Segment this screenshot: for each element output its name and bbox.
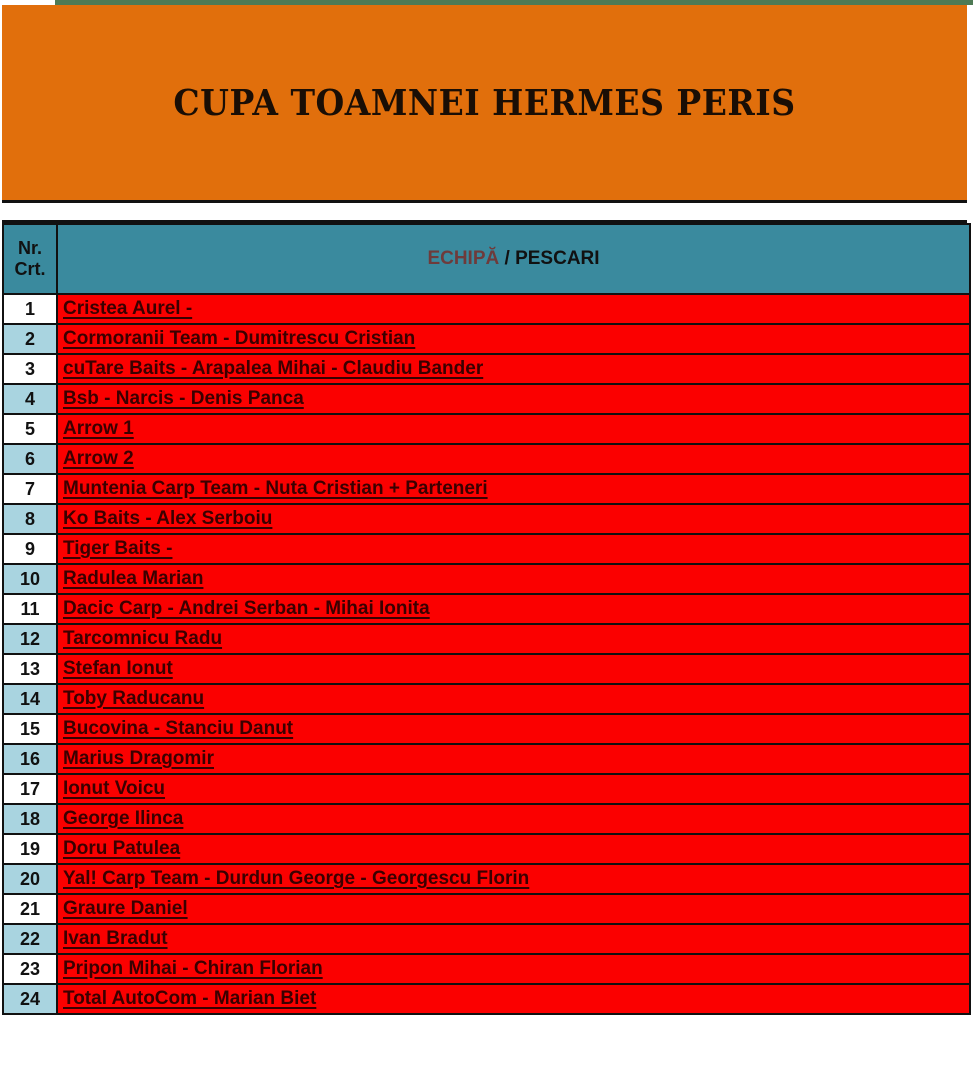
row-number-cell: 8	[3, 504, 57, 534]
title-banner	[2, 5, 967, 203]
row-number-cell: 23	[3, 954, 57, 984]
team-name-cell: Ivan Bradut	[57, 924, 970, 954]
table-row	[3, 384, 970, 414]
table-row	[3, 834, 970, 864]
table-row	[3, 444, 970, 474]
team-name-cell: Arrow 2	[57, 444, 970, 474]
team-name-cell: Stefan Ionut	[57, 654, 970, 684]
team-name-cell: Bsb - Narcis - Denis Panca	[57, 384, 970, 414]
table-row	[3, 864, 970, 894]
team-name-cell: Pripon Mihai - Chiran Florian	[57, 954, 970, 984]
table-row	[3, 984, 970, 1014]
column-header-team	[57, 224, 970, 294]
row-number-cell: 6	[3, 444, 57, 474]
row-number-cell: 15	[3, 714, 57, 744]
team-header-pescari: PESCARI	[515, 248, 600, 269]
team-name-cell: Cristea Aurel -	[57, 294, 970, 324]
team-name-cell: Tarcomnicu Radu	[57, 624, 970, 654]
team-name-cell: Ionut Voicu	[57, 774, 970, 804]
team-header-echipa: ECHIPĂ	[427, 248, 500, 269]
table-row	[3, 744, 970, 774]
spacer-row	[2, 206, 967, 223]
table-row	[3, 354, 970, 384]
row-number-cell: 12	[3, 624, 57, 654]
team-name-cell: Toby Raducanu	[57, 684, 970, 714]
table-row	[3, 624, 970, 654]
nr-header-line1: Nr.	[17, 238, 42, 258]
team-name-cell: Doru Patulea	[57, 834, 970, 864]
team-name-cell: Tiger Baits -	[57, 534, 970, 564]
table-row	[3, 714, 970, 744]
row-number-cell: 14	[3, 684, 57, 714]
page-title: CUPA TOAMNEI HERMES PERIS	[173, 81, 796, 124]
team-name-cell: Bucovina - Stanciu Danut	[57, 714, 970, 744]
table-row	[3, 474, 970, 504]
table-row	[3, 894, 970, 924]
table-row	[3, 774, 970, 804]
team-name-cell: George Ilinca	[57, 804, 970, 834]
row-number-cell: 10	[3, 564, 57, 594]
table-body	[3, 294, 970, 1014]
team-name-cell: Radulea Marian	[57, 564, 970, 594]
nr-header-line2: Crt.	[14, 259, 46, 279]
row-number-cell: 9	[3, 534, 57, 564]
row-number-cell: 3	[3, 354, 57, 384]
column-header-nr	[3, 224, 57, 294]
team-name-cell: Arrow 1	[57, 414, 970, 444]
table-row	[3, 804, 970, 834]
row-number-cell: 2	[3, 324, 57, 354]
row-number-cell: 4	[3, 384, 57, 414]
team-name-cell: Muntenia Carp Team - Nuta Cristian + Parteneri	[57, 474, 970, 504]
teams-table	[2, 223, 971, 1015]
team-name-cell: Cormoranii Team - Dumitrescu Cristian	[57, 324, 970, 354]
row-number-cell: 1	[3, 294, 57, 324]
row-number-cell: 7	[3, 474, 57, 504]
team-name-cell: Graure Daniel	[57, 894, 970, 924]
row-number-cell: 16	[3, 744, 57, 774]
row-number-cell: 20	[3, 864, 57, 894]
table-row	[3, 954, 970, 984]
row-number-cell: 19	[3, 834, 57, 864]
table-row	[3, 294, 970, 324]
team-name-cell: Yal! Carp Team - Durdun George - Georgescu Florin	[57, 864, 970, 894]
row-number-cell: 11	[3, 594, 57, 624]
row-number-cell: 22	[3, 924, 57, 954]
table-row	[3, 654, 970, 684]
team-header-separator: /	[499, 248, 516, 269]
table-row	[3, 414, 970, 444]
table-row	[3, 324, 970, 354]
table-header-row	[3, 224, 970, 294]
row-number-cell: 24	[3, 984, 57, 1014]
table-row	[3, 504, 970, 534]
team-name-cell: Marius Dragomir	[57, 744, 970, 774]
table-row	[3, 534, 970, 564]
team-name-cell: Ko Baits - Alex Serboiu	[57, 504, 970, 534]
row-number-cell: 13	[3, 654, 57, 684]
row-number-cell: 17	[3, 774, 57, 804]
row-number-cell: 21	[3, 894, 57, 924]
team-name-cell: Total AutoCom - Marian Biet	[57, 984, 970, 1014]
team-name-cell: cuTare Baits - Arapalea Mihai - Claudiu Bander	[57, 354, 970, 384]
team-name-cell: Dacic Carp - Andrei Serban - Mihai Ionita	[57, 594, 970, 624]
table-row	[3, 924, 970, 954]
table-row	[3, 684, 970, 714]
row-number-cell: 5	[3, 414, 57, 444]
row-number-cell: 18	[3, 804, 57, 834]
table-row	[3, 594, 970, 624]
teams-table-container	[2, 223, 969, 1015]
table-row	[3, 564, 970, 594]
